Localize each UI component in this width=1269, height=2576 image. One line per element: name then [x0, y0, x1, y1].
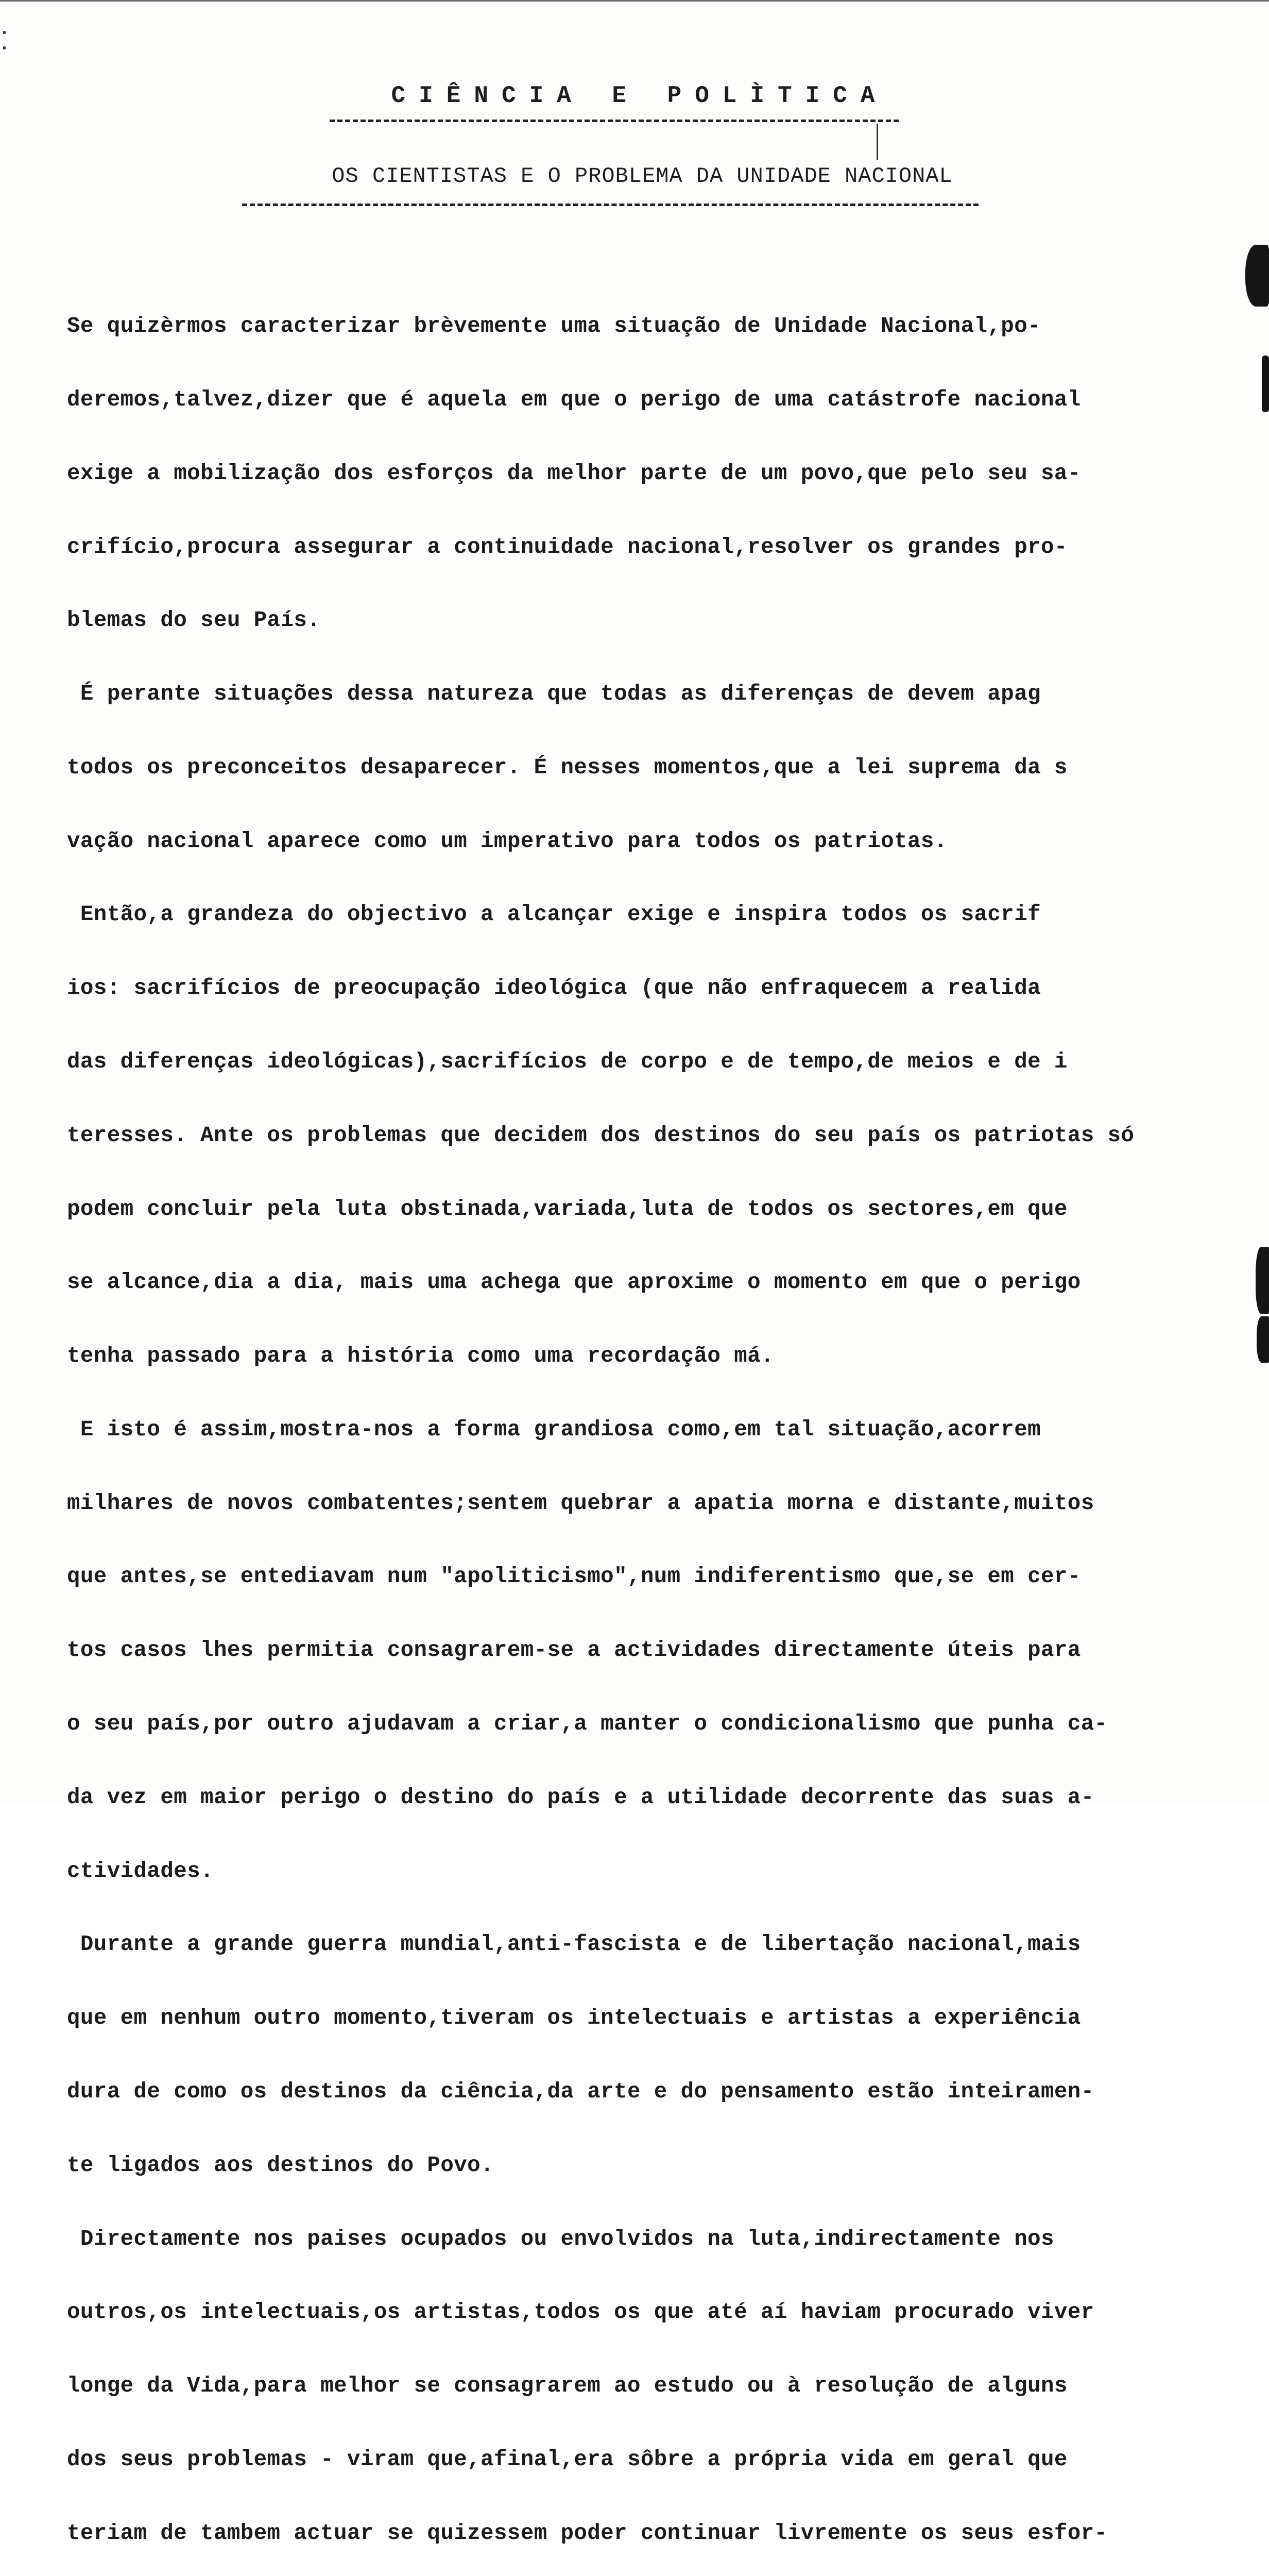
text-line: dos seus problemas - viram que,afinal,era sôbre a própria vida em geral que [67, 2447, 1068, 2472]
ink-blot [1262, 355, 1269, 412]
text-line: Directamente nos paises ocupados ou envolvidos na luta,indirectamente nos [67, 2226, 1054, 2251]
text-line: ios: sacrifícios de preocupação ideológica (que não enfraquecem a realida [67, 976, 1041, 1001]
text-line: blemas do seu País. [67, 608, 321, 633]
text-line: teriam de tambem actuar se quizessem poder continuar livremente os seus esfor- [67, 2520, 1108, 2546]
pen-mark [877, 124, 878, 160]
text-line: outros,os intelectuais,os artistas,todos os que até aí haviam procurado viver [67, 2300, 1094, 2325]
text-line: todos os preconceitos desaparecer. É nesses momentos,que a lei suprema da s [67, 755, 1068, 780]
text-line: vação nacional aparece como um imperativo para todos os patriotas. [67, 828, 948, 854]
subtitle-underline [242, 204, 979, 206]
text-line: tenha passado para a história como uma recordação má. [67, 1344, 774, 1369]
text-line: podem concluir pela luta obstinada,variada,luta de todos os sectores,em que [67, 1196, 1068, 1222]
text-line: exige a mobilização dos esforços da melhor parte de um povo,que pelo seu sa- [67, 461, 1081, 486]
text-line: te ligados aos destinos do Povo. [67, 2153, 494, 2178]
text-line: Se quizèrmos caracterizar brèvemente uma situação de Unidade Nacional,po- [67, 314, 1041, 339]
text-line: que em nenhum outro momento,tiveram os intelectuais e artistas a experiência [67, 2006, 1081, 2031]
text-line: tos casos lhes permitia consagrarem-se a actividades directamente úteis para [67, 1638, 1081, 1663]
text-line: ctividades. [67, 1858, 214, 1884]
text-line: teresses. Ante os problemas que decidem dos destinos do seu país os patriotas só [67, 1123, 1135, 1148]
text-line: se alcance,dia a dia, mais uma achega que aproxime o momento em que o perigo [67, 1270, 1081, 1295]
text-line: Então,a grandeza do objectivo a alcançar exige e inspira todos os sacrif [67, 902, 1041, 927]
ink-blot [1257, 1316, 1269, 1363]
text-line: crifício,procura assegurar a continuidade nacional,resolver os grandes pro- [67, 534, 1068, 560]
text-line: deremos,talvez,dizer que é aquela em que o perigo de uma catástrofe nacional [67, 387, 1081, 412]
ink-blot [1256, 1247, 1269, 1314]
page-top-edge [0, 0, 1269, 2]
text-line: o seu país,por outro ajudavam a criar,a manter o condicionalismo que punha ca- [67, 1711, 1108, 1737]
page-subtitle: OS CIENTISTAS E O PROBLEMA DA UNIDADE NACIONAL [332, 164, 953, 189]
text-line: das diferenças ideológicas),sacrifícios de corpo e de tempo,de meios e de i [67, 1049, 1068, 1074]
text-line: É perante situações dessa natureza que todas as diferenças de devem apag [67, 682, 1041, 707]
text-line: E isto é assim,mostra-nos a forma grandiosa como,em tal situação,acorrem [67, 1417, 1041, 1442]
title-underline [330, 120, 899, 122]
text-line: Durante a grande guerra mundial,anti-fascista e de libertação nacional,mais [67, 1932, 1081, 1957]
text-line: da vez em maior perigo o destino do país e a utilidade decorrente das suas a- [67, 1785, 1094, 1810]
page-title: CIÊNCIA E POLÌTICA [391, 82, 888, 109]
text-line: dura de como os destinos da ciência,da arte e do pensamento estão inteiramen- [67, 2079, 1094, 2104]
text-line: que antes,se entediavam num "apoliticismo",num indiferentismo que,se em cer- [67, 1564, 1081, 1589]
text-line: milhares de novos combatentes;sentem quebrar a apatia morna e distante,muitos [67, 1490, 1094, 1516]
ink-blot [1245, 245, 1269, 307]
margin-marks [3, 31, 7, 67]
text-line: longe da Vida,para melhor se consagrarem ao estudo ou à resolução de alguns [67, 2374, 1068, 2399]
article-body [67, 265, 1200, 2576]
